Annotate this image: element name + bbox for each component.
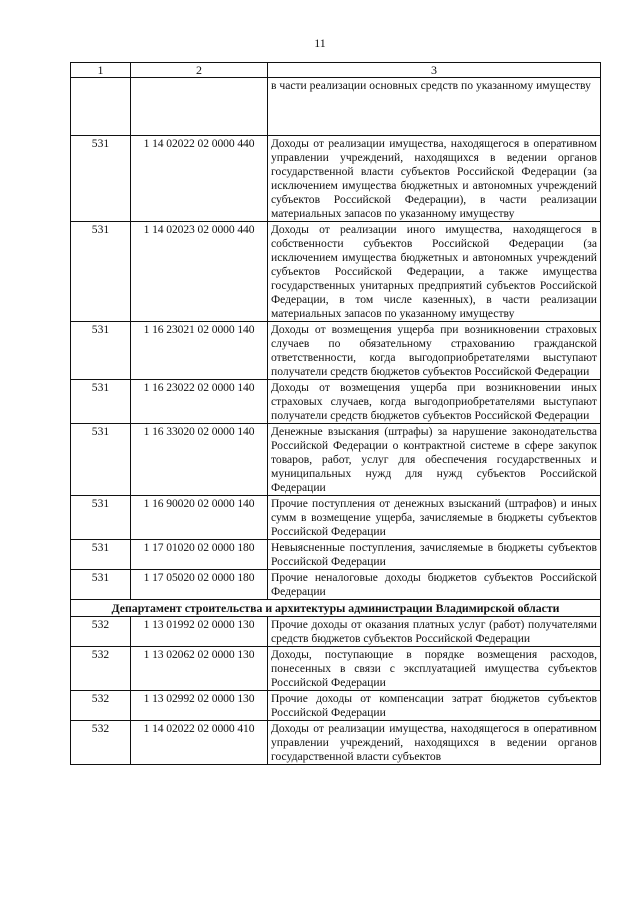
table-row <box>71 617 601 647</box>
revenue-code <box>131 78 268 136</box>
table-row <box>71 570 601 600</box>
section-title: Департамент строительства и архитектуры администрации Владимирской области <box>71 600 601 617</box>
revenue-name: Прочие поступления от денежных взысканий (штрафов) и иных сумм в возмещение ущерба, зачисляемые в бюджеты субъектов Российской Федерации <box>268 496 601 540</box>
revenue-name: Прочие доходы от оказания платных услуг (работ) получателями средств бюджетов субъектов Российской Федерации <box>268 617 601 647</box>
revenue-name: Доходы от реализации имущества, находящегося в оперативном управлении учреждений, находящихся в ведении органов государственной власти субъектов <box>268 721 601 765</box>
section-header-row <box>71 600 601 617</box>
column-header-1: 1 <box>71 63 131 78</box>
table-row <box>71 647 601 691</box>
revenue-code: 1 13 02992 02 0000 130 <box>131 691 268 721</box>
admin-code: 531 <box>71 570 131 600</box>
table-row <box>71 322 601 380</box>
revenue-code: 1 16 23021 02 0000 140 <box>131 322 268 380</box>
revenue-code: 1 14 02022 02 0000 440 <box>131 136 268 222</box>
table-header <box>71 63 601 78</box>
revenue-name: Доходы от возмещения ущерба при возникновении иных страховых случаев, когда выгодоприобретателями выступают получатели средств бюджетов субъектов Российской Федерации <box>268 380 601 424</box>
admin-code: 531 <box>71 222 131 322</box>
column-header-3: 3 <box>268 63 601 78</box>
revenue-code: 1 16 33020 02 0000 140 <box>131 424 268 496</box>
revenue-name: в части реализации основных средств по указанному имуществу <box>268 78 601 136</box>
revenue-code: 1 14 02022 02 0000 410 <box>131 721 268 765</box>
revenue-name: Доходы от возмещения ущерба при возникновении страховых случаев по обязательному страхованию гражданской ответственности, когда выгодоприобретателями выступают получатели средств бюджетов субъектов Российской Федерации <box>268 322 601 380</box>
table-row <box>71 78 601 136</box>
table-row <box>71 136 601 222</box>
revenue-name: Денежные взыскания (штрафы) за нарушение законодательства Российской Федерации о контрактной системе в сфере закупок товаров, работ, услуг для обеспечения государственных и муниципальных нужд для нужд субъектов Российской Федерации <box>268 424 601 496</box>
revenue-name: Доходы от реализации имущества, находящегося в оперативном управлении учреждений, находящихся в ведении органов государственной власти субъектов Российской Федерации (за исключением имущества бюджетных и автономных учреждений субъектов Российской Федерации), в части реализации материальных запасов по указанному имуществу <box>268 136 601 222</box>
column-header-2: 2 <box>131 63 268 78</box>
table-row <box>71 496 601 540</box>
page-number: 11 <box>314 36 326 50</box>
column-number-row <box>71 63 601 78</box>
revenue-code: 1 17 01020 02 0000 180 <box>131 540 268 570</box>
admin-code: 531 <box>71 540 131 570</box>
admin-code: 531 <box>71 424 131 496</box>
table-row <box>71 721 601 765</box>
admin-code <box>71 78 131 136</box>
revenue-name: Доходы от реализации иного имущества, находящегося в собственности субъектов Российской Федерации (за исключением имущества бюджетных и автономных учреждений субъектов Российской Федерации, а также имущества государственных унитарных предприятий субъектов Российской Федерации, в том числе казенных), в части реализации материальных запасов по указанному имуществу <box>268 222 601 322</box>
table-row <box>71 222 601 322</box>
admin-code: 532 <box>71 647 131 691</box>
table-row <box>71 380 601 424</box>
revenue-code: 1 13 01992 02 0000 130 <box>131 617 268 647</box>
table-row <box>71 424 601 496</box>
table-row <box>71 691 601 721</box>
admin-code: 531 <box>71 380 131 424</box>
revenue-codes-table <box>70 62 601 765</box>
revenue-code: 1 16 90020 02 0000 140 <box>131 496 268 540</box>
revenue-name: Прочие неналоговые доходы бюджетов субъектов Российской Федерации <box>268 570 601 600</box>
admin-code: 532 <box>71 617 131 647</box>
revenue-code: 1 13 02062 02 0000 130 <box>131 647 268 691</box>
revenue-name: Прочие доходы от компенсации затрат бюджетов субъектов Российской Федерации <box>268 691 601 721</box>
revenue-name: Доходы, поступающие в порядке возмещения расходов, понесенных в связи с эксплуатацией имущества субъектов Российской Федерации <box>268 647 601 691</box>
revenue-code: 1 14 02023 02 0000 440 <box>131 222 268 322</box>
revenue-code: 1 16 23022 02 0000 140 <box>131 380 268 424</box>
admin-code: 532 <box>71 691 131 721</box>
admin-code: 531 <box>71 496 131 540</box>
admin-code: 531 <box>71 136 131 222</box>
revenue-name: Невыясненные поступления, зачисляемые в бюджеты субъектов Российской Федерации <box>268 540 601 570</box>
admin-code: 532 <box>71 721 131 765</box>
revenue-code: 1 17 05020 02 0000 180 <box>131 570 268 600</box>
admin-code: 531 <box>71 322 131 380</box>
table-row <box>71 540 601 570</box>
